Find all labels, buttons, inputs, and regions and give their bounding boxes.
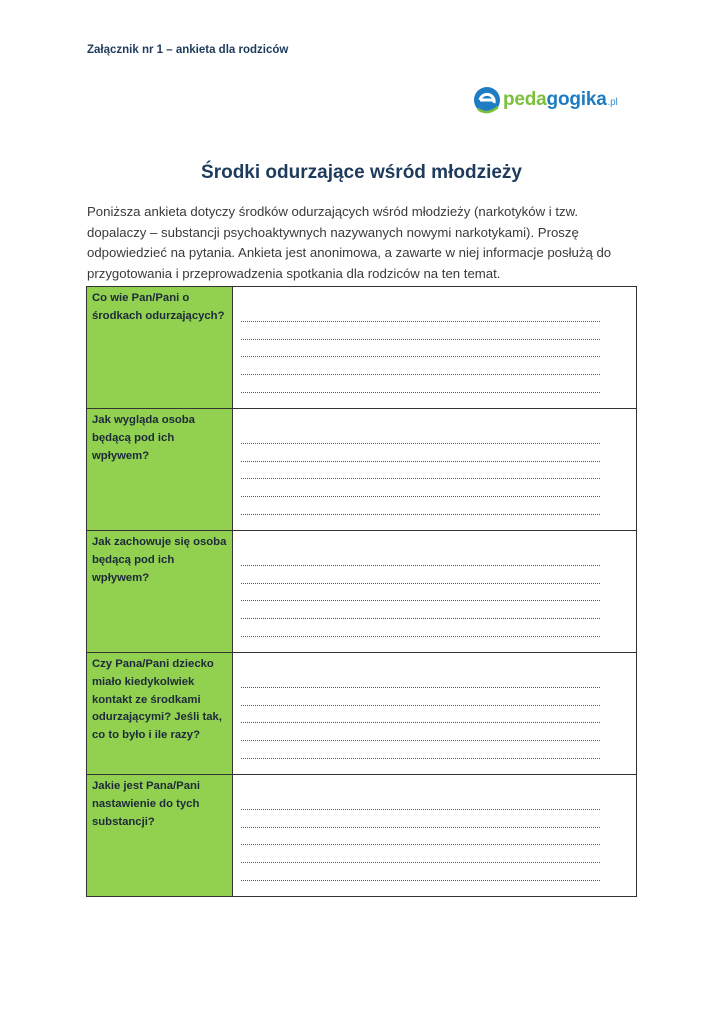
logo-wordmark	[503, 89, 618, 111]
answer-dotted-line[interactable]	[241, 792, 600, 810]
answer-dotted-line[interactable]	[241, 444, 600, 462]
answer-cell[interactable]	[233, 409, 637, 531]
answer-dotted-line[interactable]	[241, 357, 600, 375]
answer-cell[interactable]	[233, 653, 637, 775]
survey-row	[87, 531, 637, 653]
answer-cell[interactable]	[233, 531, 637, 653]
answer-dotted-line[interactable]	[241, 828, 600, 846]
answer-dotted-line[interactable]	[241, 810, 600, 828]
answer-dotted-line[interactable]	[241, 845, 600, 863]
answer-dotted-line[interactable]	[241, 304, 600, 322]
answer-dotted-line[interactable]	[241, 723, 600, 741]
question-cell: Jak zachowuje się osoba będącą pod ich wpływem?	[87, 531, 233, 653]
answer-dotted-line[interactable]	[241, 548, 600, 566]
logo-word-part1: peda	[503, 89, 547, 110]
answer-dotted-line[interactable]	[241, 497, 600, 515]
survey-row	[87, 653, 637, 775]
epedagogika-logo	[472, 80, 618, 120]
answer-dotted-line[interactable]	[241, 863, 600, 881]
answer-dotted-line[interactable]	[241, 479, 600, 497]
survey-table	[86, 286, 637, 897]
answer-dotted-line[interactable]	[241, 619, 600, 637]
question-cell: Czy Pana/Pani dziecko miało kiedykolwiek kontakt ze środkami odurzającymi? Jeśli tak, co to było i ile razy?	[87, 653, 233, 775]
question-cell: Jak wygląda osoba będącą pod ich wpływem?	[87, 409, 233, 531]
intro-paragraph: Poniższa ankieta dotyczy środków odurzających wśród młodzieży (narkotyków i tzw. dopalaczy – substancji psychoaktywnych nazywanych nowymi narkotykami). Proszę odpowiedzieć na pytania. Ankieta jest anonimowa, a zawarte w niej informacje posłużą do przygotowania i przeprowadzenia spotkania dla rodziców na ten temat.	[87, 204, 612, 281]
answer-dotted-line[interactable]	[241, 706, 600, 724]
survey-row	[87, 775, 637, 897]
answer-dotted-line[interactable]	[241, 584, 600, 602]
survey-row	[87, 409, 637, 531]
answer-dotted-line[interactable]	[241, 426, 600, 444]
answer-dotted-line[interactable]	[241, 340, 600, 358]
answer-dotted-line[interactable]	[241, 741, 600, 759]
question-cell: Jakie jest Pana/Pani nastawienie do tych substancji?	[87, 775, 233, 897]
logo-word-part2: gogika	[546, 89, 607, 110]
question-cell: Co wie Pan/Pani o środkach odurzających?	[87, 287, 233, 409]
logo-e-icon	[472, 85, 502, 115]
answer-dotted-line[interactable]	[241, 601, 600, 619]
answer-dotted-line[interactable]	[241, 375, 600, 393]
logo-tld: .pl	[607, 97, 618, 108]
answer-cell[interactable]	[233, 775, 637, 897]
answer-cell[interactable]	[233, 287, 637, 409]
answer-dotted-line[interactable]	[241, 670, 600, 688]
answer-dotted-line[interactable]	[241, 462, 600, 480]
answer-dotted-line[interactable]	[241, 322, 600, 340]
attachment-label: Załącznik nr 1 – ankieta dla rodziców	[87, 44, 289, 56]
answer-dotted-line[interactable]	[241, 566, 600, 584]
survey-row	[87, 287, 637, 409]
page-title: Środki odurzające wśród młodzieży	[201, 162, 522, 183]
answer-dotted-line[interactable]	[241, 688, 600, 706]
